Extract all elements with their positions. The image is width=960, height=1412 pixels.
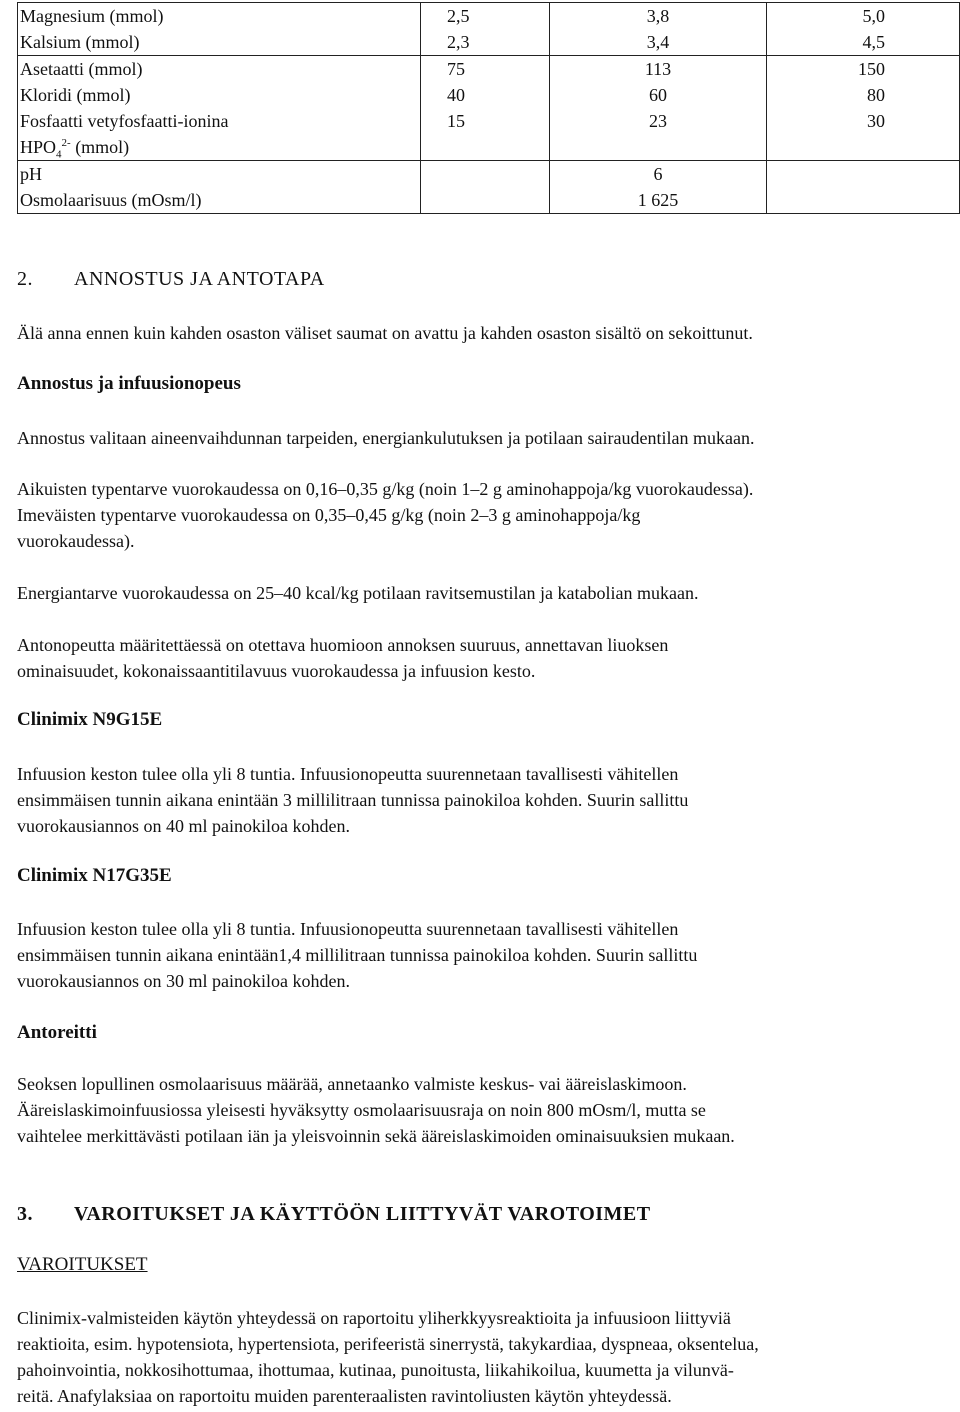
cell-value: 3,8 xyxy=(646,6,670,26)
paragraph-dosage: Annostus valitaan aineenvaihdunnan tarpeiden, energiankulutuksen ja potilaan sairaudentilan mukaan. xyxy=(17,428,755,448)
cell-value: 80 xyxy=(867,85,885,105)
cell-value: 150 xyxy=(858,59,885,79)
table-row xyxy=(18,161,960,214)
cell-value xyxy=(769,161,885,187)
paragraph-warnings: Clinimix-valmisteiden käytön yhteydessä on raportoitu yliherkkyysreaktioita ja infuusioon liittyviä reaktioita, esim. hypotensiota, hypertensiota, perifeeristä sinerrystä, takykardiaa, dyspneaa, oksentelua, pahoinvointia, nokkosihottumaa, ihottumaa, kutinaa, punoitusta, liikahikoilua, kuumetta ja vilunvä- reitä. Anafylaksiaa on raportoitu muiden parenteraalisten ravintoliusten käytön yhteydessä. xyxy=(17,1308,759,1406)
table-row xyxy=(18,56,960,161)
row-label: Kalsium (mmol) xyxy=(20,32,140,52)
paragraph-route: Seoksen lopullinen osmolaarisuus määrää, annetaanko valmiste keskus- vai ääreislaskimoon. Ääreislaskimoinfuusiossa yleisesti hyväksytty osmolaarisuusraja on noin 800 mOsm/l, mutta se vaihtelee merkittävästi potilaan iän ja yleisvoinnin sekä ääreislaskimoiden ominaisuuksien mukaan. xyxy=(17,1074,735,1146)
subheading-dosage: Annostus ja infuusionopeus xyxy=(17,373,241,394)
row-label: Asetaatti (mmol) xyxy=(20,59,143,79)
row-label: Fosfaatti vetyfosfaatti-ionina xyxy=(20,111,229,131)
section-2-heading: 2. ANNOSTUS JA ANTOTAPA xyxy=(17,268,325,290)
subheading-route: Antoreitti xyxy=(17,1022,97,1043)
paragraph-n17g35e: Infuusion keston tulee olla yli 8 tuntia. Infuusionopeutta suurennetaan tavallisesti vähitellen ensimmäisen tunnin aikana enintään1,4 millilitraan tunnissa painokiloa kohden. Suurin sallittu vuorokausiannos on 30 ml painokiloa kohden. xyxy=(17,919,698,991)
paragraph-energy: Energiantarve vuorokaudessa on 25–40 kcal/kg potilaan ravitsemustilan ja katabolian mukaan. xyxy=(17,583,699,603)
cell-value: 6 xyxy=(653,164,663,184)
row-label: Magnesium (mmol) xyxy=(20,6,164,26)
cell-value: 75 xyxy=(447,59,465,79)
cell-value: 5,0 xyxy=(862,6,885,26)
cell-value: 1 625 xyxy=(637,190,679,210)
section-3-heading: 3. VAROITUKSET JA KÄYTTÖÖN LIITTYVÄT VAROTOIMET xyxy=(17,1203,651,1225)
cell-value: 23 xyxy=(649,111,667,131)
cell-value: 60 xyxy=(649,85,667,105)
cell-value: 113 xyxy=(644,59,672,79)
composition-table xyxy=(17,2,960,214)
cell-value: 15 xyxy=(447,111,465,131)
cell-value xyxy=(447,187,547,213)
paragraph-n9g15e: Infuusion keston tulee olla yli 8 tuntia. Infuusionopeutta suurennetaan tavallisesti vähitellen ensimmäisen tunnin aikana enintään 3 millilitraan tunnissa painokiloa kohden. Suurin sallittu vuorokausiannos on 40 ml painokiloa kohden. xyxy=(17,764,689,836)
cell-value: 40 xyxy=(447,85,465,105)
paragraph-rate: Antonopeutta määritettäessä on otettava huomioon annoksen suuruus, annettavan liuoksen ominaisuudet, kokonaissaantitilavuus vuorokaudessa ja infuusion kesto. xyxy=(17,635,669,681)
cell-value xyxy=(769,187,885,213)
row-label: pH xyxy=(20,164,42,184)
row-label: Osmolaarisuus (mOsm/l) xyxy=(20,190,202,210)
row-label-hpo: $HPO_4^{2-}$ (mmol) xyxy=(20,137,130,161)
cell-value xyxy=(447,161,547,187)
cell-value: 2,5 xyxy=(447,6,470,26)
subheading-n9g15e: Clinimix N9G15E xyxy=(17,709,163,730)
cell-value: 4,5 xyxy=(862,32,885,52)
paragraph-nitrogen: Aikuisten typentarve vuorokaudessa on 0,16–0,35 g/kg (noin 1–2 g aminohappoja/kg vuorokaudessa). Imeväisten typentarve vuorokaudessa on 0,35–0,45 g/kg (noin 2–3 g aminohappoja/kg vuorokaudessa). xyxy=(17,479,754,551)
subheading-n17g35e: Clinimix N17G35E xyxy=(17,865,172,886)
paragraph-intro: Älä anna ennen kuin kahden osaston väliset saumat on avattu ja kahden osaston sisältö on sekoittunut. xyxy=(17,323,753,343)
cell-value: 30 xyxy=(867,111,885,131)
cell-value: 2,3 xyxy=(447,32,470,52)
cell-value: 3,4 xyxy=(646,32,670,52)
table-row xyxy=(18,3,960,56)
row-label: Kloridi (mmol) xyxy=(20,85,131,105)
subheading-warnings: VAROITUKSET xyxy=(17,1254,148,1275)
